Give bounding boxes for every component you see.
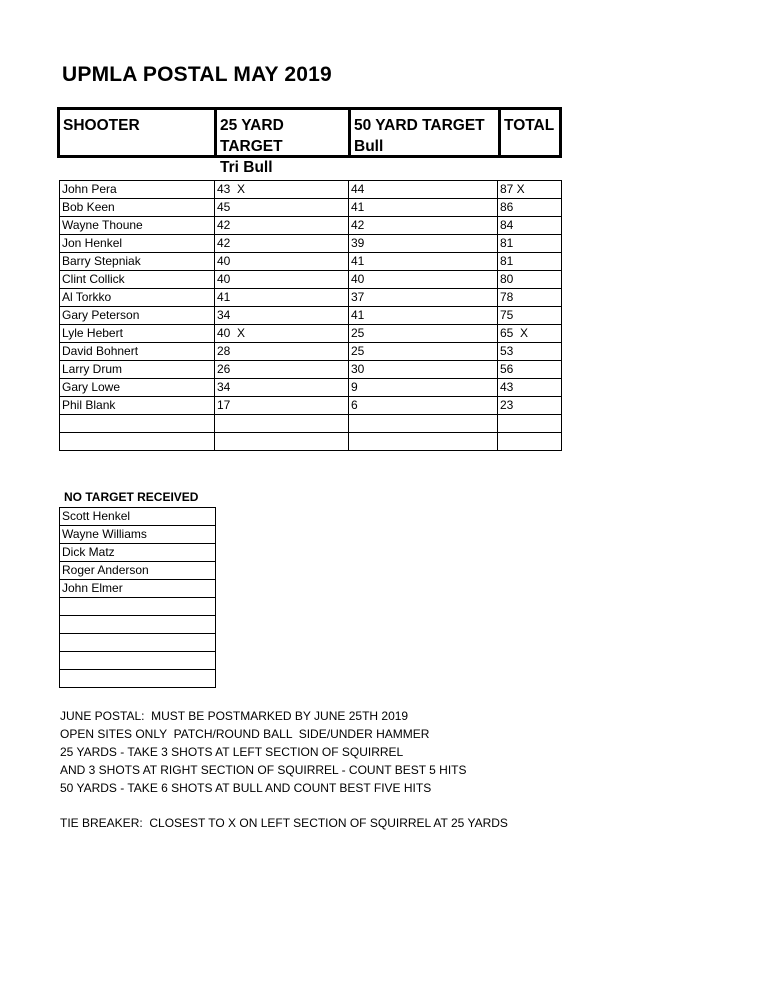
score-50-yard-cell: 9: [349, 379, 498, 397]
shooter-name-cell: Clint Collick: [60, 271, 215, 289]
no-target-name-cell: John Elmer: [60, 580, 216, 598]
table-row: [60, 379, 562, 397]
score-50-yard-cell: [349, 433, 498, 451]
table-row: [60, 235, 562, 253]
score-50-yard-cell: 41: [349, 253, 498, 271]
score-25-yard-cell: 17: [215, 397, 349, 415]
total-cell: 81: [498, 235, 562, 253]
header-50-yard-line2: Bull: [354, 138, 384, 155]
page-title: UPMLA POSTAL MAY 2019: [62, 63, 332, 86]
no-target-name-cell: [60, 598, 216, 616]
score-25-yard-cell: 34: [215, 307, 349, 325]
note-line: OPEN SITES ONLY PATCH/ROUND BALL SIDE/UNDER HAMMER: [60, 727, 430, 741]
shooter-name-cell: Al Torkko: [60, 289, 215, 307]
shooter-name-cell: Gary Peterson: [60, 307, 215, 325]
score-50-yard-cell: [349, 415, 498, 433]
score-25-yard-cell: 26: [215, 361, 349, 379]
table-row: [60, 343, 562, 361]
list-item: [60, 652, 216, 670]
shooter-name-cell: Phil Blank: [60, 397, 215, 415]
total-cell: 81: [498, 253, 562, 271]
total-cell: 78: [498, 289, 562, 307]
no-target-name-cell: Wayne Williams: [60, 526, 216, 544]
table-row: [60, 415, 562, 433]
score-50-yard-cell: 41: [349, 199, 498, 217]
list-item: [60, 598, 216, 616]
total-cell: 23: [498, 397, 562, 415]
score-25-yard-cell: 41: [215, 289, 349, 307]
score-50-yard-cell: 25: [349, 325, 498, 343]
score-25-yard-cell: 45: [215, 199, 349, 217]
score-50-yard-cell: 39: [349, 235, 498, 253]
score-25-yard-cell: 42: [215, 217, 349, 235]
score-25-yard-cell: 42: [215, 235, 349, 253]
header-total-label: TOTAL: [504, 117, 555, 134]
total-cell: 80: [498, 271, 562, 289]
no-target-name-cell: [60, 670, 216, 688]
total-cell: 84: [498, 217, 562, 235]
note-line: 25 YARDS - TAKE 3 SHOTS AT LEFT SECTION OF SQUIRREL: [60, 745, 404, 759]
total-cell: 53: [498, 343, 562, 361]
no-target-table: [59, 507, 216, 688]
header-shooter-label: SHOOTER: [63, 117, 140, 134]
table-row: [60, 181, 562, 199]
table-row: [60, 325, 562, 343]
list-item: [60, 508, 216, 526]
note-line: AND 3 SHOTS AT RIGHT SECTION OF SQUIRREL - COUNT BEST 5 HITS: [60, 763, 467, 777]
table-row: [60, 361, 562, 379]
scores-table: [59, 180, 562, 451]
header-25-yard-line2: Tri Bull: [220, 159, 273, 176]
total-cell: 75: [498, 307, 562, 325]
list-item: [60, 634, 216, 652]
shooter-name-cell: Gary Lowe: [60, 379, 215, 397]
rules-notes: [60, 707, 467, 797]
total-cell: [498, 433, 562, 451]
total-cell: 56: [498, 361, 562, 379]
no-target-name-cell: Dick Matz: [60, 544, 216, 562]
score-50-yard-cell: 42: [349, 217, 498, 235]
no-target-name-cell: Roger Anderson: [60, 562, 216, 580]
header-25-yard: [217, 110, 351, 176]
total-cell: 43: [498, 379, 562, 397]
no-target-name-cell: [60, 634, 216, 652]
score-50-yard-cell: 40: [349, 271, 498, 289]
score-50-yard-cell: 41: [349, 307, 498, 325]
score-50-yard-cell: 30: [349, 361, 498, 379]
shooter-name-cell: Jon Henkel: [60, 235, 215, 253]
header-shooter: [60, 110, 217, 155]
list-item: [60, 544, 216, 562]
score-25-yard-cell: 34: [215, 379, 349, 397]
shooter-name-cell: John Pera: [60, 181, 215, 199]
no-target-name-cell: [60, 652, 216, 670]
shooter-name-cell: David Bohnert: [60, 343, 215, 361]
table-row: [60, 433, 562, 451]
table-row: [60, 253, 562, 271]
score-25-yard-cell: 40: [215, 271, 349, 289]
score-50-yard-cell: 25: [349, 343, 498, 361]
score-25-yard-cell: 40 X: [215, 325, 349, 343]
note-line: JUNE POSTAL: MUST BE POSTMARKED BY JUNE 25TH 2019: [60, 709, 409, 723]
score-25-yard-cell: 40: [215, 253, 349, 271]
list-item: [60, 562, 216, 580]
score-50-yard-cell: 44: [349, 181, 498, 199]
score-50-yard-cell: 6: [349, 397, 498, 415]
score-50-yard-cell: 37: [349, 289, 498, 307]
shooter-name-cell: Larry Drum: [60, 361, 215, 379]
shooter-name-cell: [60, 433, 215, 451]
header-50-yard-line1: 50 YARD TARGET: [354, 117, 485, 134]
total-cell: 87 X: [498, 181, 562, 199]
shooter-name-cell: Wayne Thoune: [60, 217, 215, 235]
table-row: [60, 217, 562, 235]
no-target-name-cell: [60, 616, 216, 634]
shooter-name-cell: Barry Stepniak: [60, 253, 215, 271]
score-25-yard-cell: [215, 433, 349, 451]
list-item: [60, 670, 216, 688]
note-line: 50 YARDS - TAKE 6 SHOTS AT BULL AND COUNT BEST FIVE HITS: [60, 781, 432, 795]
tie-breaker-note: TIE BREAKER: CLOSEST TO X ON LEFT SECTION OF SQUIRREL AT 25 YARDS: [60, 816, 508, 830]
shooter-name-cell: Lyle Hebert: [60, 325, 215, 343]
total-cell: [498, 415, 562, 433]
table-row: [60, 199, 562, 217]
list-item: [60, 616, 216, 634]
shooter-name-cell: [60, 415, 215, 433]
score-25-yard-cell: [215, 415, 349, 433]
table-row: [60, 271, 562, 289]
table-row: [60, 307, 562, 325]
header-total: [501, 110, 559, 155]
header-50-yard: [351, 110, 501, 155]
table-row: [60, 289, 562, 307]
score-25-yard-cell: 43 X: [215, 181, 349, 199]
list-item: [60, 526, 216, 544]
header-25-yard-line1: 25 YARD TARGET: [220, 117, 284, 155]
total-cell: 86: [498, 199, 562, 217]
list-item: [60, 580, 216, 598]
score-25-yard-cell: 28: [215, 343, 349, 361]
score-table-header: [57, 107, 562, 176]
no-target-title: NO TARGET RECEIVED: [64, 490, 199, 504]
total-cell: 65 X: [498, 325, 562, 343]
no-target-name-cell: Scott Henkel: [60, 508, 216, 526]
table-row: [60, 397, 562, 415]
shooter-name-cell: Bob Keen: [60, 199, 215, 217]
